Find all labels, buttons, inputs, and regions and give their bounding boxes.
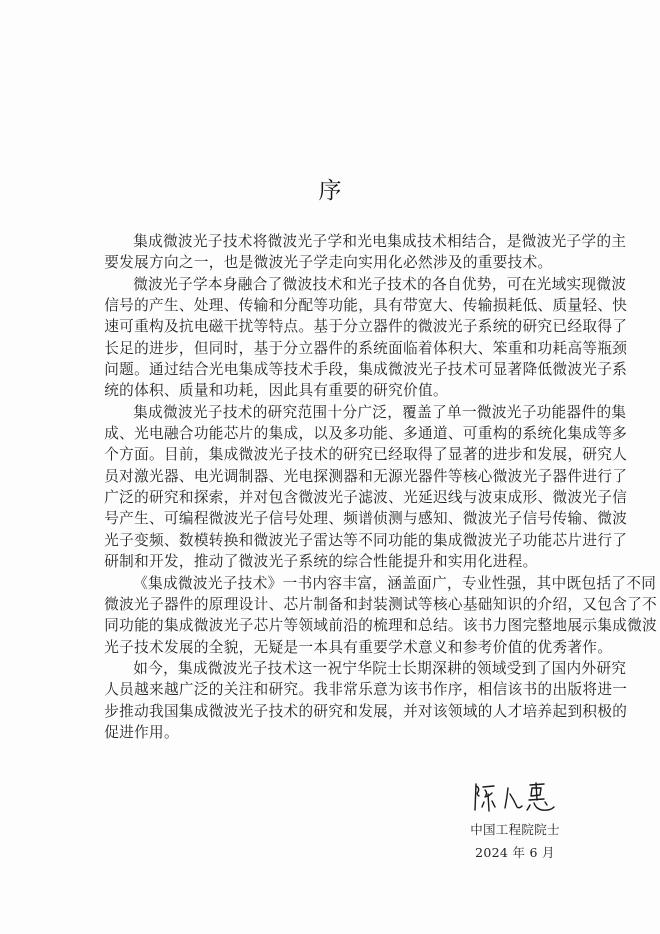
text-line: 微波光子器件的原理设计、芯片制备和封装测试等核心基础知识的介绍，又包含了不 (104, 595, 658, 613)
text-line: 速可重构及抗电磁干扰等特点。基于分立器件的微波光子系统的研究已经取得了 (104, 318, 628, 336)
paragraph-1 (75, 231, 627, 274)
text-line: 广泛的研究和探索，并对包含微波光子滤波、光延迟线与波束成形、微波光子信 (104, 489, 628, 507)
text-line: 光子变频、数模转换和微波光子雷达等不同功能的集成微波光子功能芯片进行了 (104, 531, 628, 549)
author-affiliation: 中国工程院院士 (470, 822, 560, 837)
text-line: 问题。通过结合光电集成等技术手段，集成微波光子技术可显著降低微波光子系 (104, 361, 628, 379)
text-line: 统的体积、质量和功耗，因此具有重要的研究价值。 (104, 382, 448, 400)
handwritten-signature-icon (470, 780, 560, 814)
text-line: 成、光电融合功能芯片的集成，以及多功能、多通道、可重构的系统化集成等多 (104, 425, 628, 443)
text-line: 集成微波光子技术将微波光子学和光电集成技术相结合，是微波光子学的主 (133, 233, 627, 250)
text-line: 信号的产生、处理、传输和分配等功能，具有带宽大、传输损耗低、质量轻、快 (104, 297, 628, 315)
paragraph-4 (75, 573, 658, 658)
text-line: 要发展方向之一，也是微波光子学走向实用化必然涉及的重要技术。 (104, 254, 553, 272)
text-line: 研制和开发，推动了微波光子系统的综合性能提升和实用化进程。 (104, 553, 538, 571)
preface-body (75, 231, 658, 743)
text-line: 同功能的集成微波光子芯片等领域前沿的梳理和总结。该书力图完整地展示集成微波 (104, 617, 658, 635)
text-line: 集成微波光子技术的研究范围十分广泛，覆盖了单一微波光子功能器件的集 (133, 403, 627, 421)
text-line: 人员越来越广泛的关注和研究。我非常乐意为该书作序，相信该书的出版将进一 (104, 681, 628, 699)
text-line: 微波光子学本身融合了微波技术和光子技术的各自优势，可在光域实现微波 (133, 275, 627, 293)
paragraph-3 (75, 402, 628, 573)
text-line: 号产生、可编程微波光子信号处理、频谱侦测与感知、微波光子信号传输、微波 (104, 510, 628, 528)
text-line: 促进作用。 (104, 723, 179, 741)
text-line: 如今，集成微波光子技术这一祝宁华院士长期深耕的领域受到了国内外研究 (133, 659, 627, 677)
text-line: 步推动我国集成微波光子技术的研究和发展，并对该领域的人才培养起到积极的 (104, 702, 628, 720)
signature-block (440, 780, 590, 861)
text-line: 《集成微波光子技术》一书内容丰富，涵盖面广，专业性强，其中既包括了不同 (133, 574, 657, 592)
signature-date: 2024 年 6 月 (475, 845, 555, 860)
text-line: 个方面。目前，集成微波光子技术的研究已经取得了显著的进步和发展，研究人 (104, 446, 628, 464)
text-line: 员对激光器、电光调制器、光电探测器和无源光器件等核心微波光子器件进行了 (104, 467, 628, 485)
paragraph-5 (75, 658, 628, 743)
page-title: 序 (318, 178, 342, 204)
text-line: 光子技术发展的全貌，无疑是一本具有重要学术意义和参考价值的优秀著作。 (104, 638, 613, 656)
paragraph-2 (75, 274, 628, 402)
text-line: 长足的进步，但同时，基于分立器件的系统面临着体积大、笨重和功耗高等瓶颈 (104, 339, 628, 357)
